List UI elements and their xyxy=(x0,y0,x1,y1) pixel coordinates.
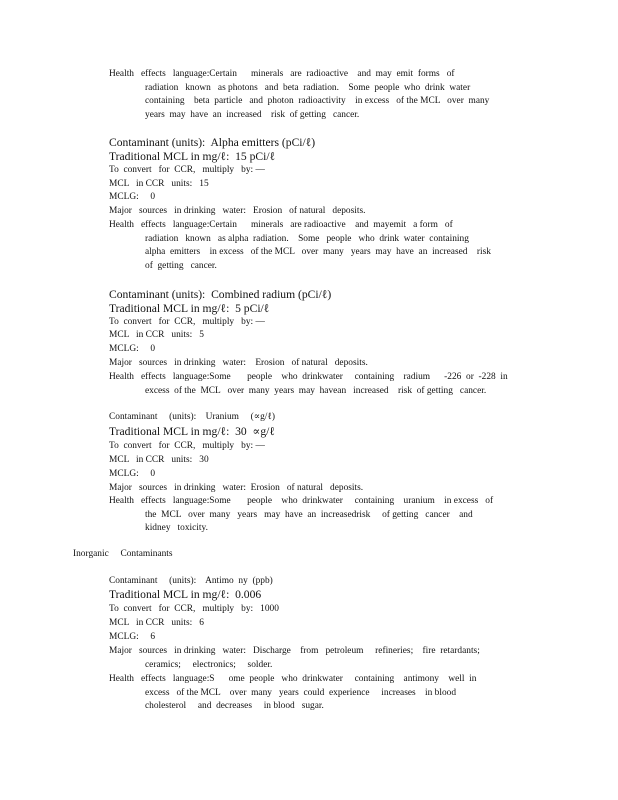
convert-factor-uranium: To convert for CCR, multiply by: — xyxy=(109,441,265,451)
health-line: radiation known as alpha radiation. Some people who drink water containing xyxy=(145,233,469,244)
health-effects-antimony xyxy=(109,673,476,714)
contaminant-title-uranium: Contaminant (units): Uranium (∝g/ℓ) xyxy=(109,412,276,422)
health-line: excess of the MCL over many years could experience increases in blood xyxy=(145,687,457,698)
traditional-mcl-alpha: Traditional MCL in mg/ℓ: 15 pCi/ℓ xyxy=(109,150,276,163)
mcl-ccr-uranium: MCL in CCR units: 30 xyxy=(109,455,209,465)
section-heading-inorganic: Inorganic Contaminants xyxy=(73,549,173,559)
mcl-ccr-alpha: MCL in CCR units: 15 xyxy=(109,179,209,189)
mclg-radium: MCLG: 0 xyxy=(109,344,156,354)
traditional-mcl-uranium: Traditional MCL in mg/ℓ: 30 ∝g/ℓ xyxy=(109,425,275,438)
health-line: Health effects language:Certain minerals are radioactive and mayemit a form of xyxy=(109,220,453,230)
health-line: alpha emitters in excess of the MCL over many years may have an increased risk xyxy=(145,247,491,258)
contaminant-title-radium: Contaminant (units): Combined radium (pCi/ℓ) xyxy=(109,288,332,301)
major-sources-uranium: Major sources in drinking water: Erosion of natural deposits. xyxy=(109,483,364,493)
health-line: containing beta particle and photon radioactivity in excess of the MCL over many xyxy=(145,96,490,107)
health-line: Health effects language:Some people who drinkwater containing radium -226 or -228 in xyxy=(109,372,508,382)
traditional-mcl-antimony: Traditional MCL in mg/ℓ: 0.006 xyxy=(109,588,262,601)
health-line: Health effects language:Some people who drinkwater containing uranium in excess of xyxy=(109,496,494,506)
mclg-alpha: MCLG: 0 xyxy=(109,192,156,202)
convert-factor-radium: To convert for CCR, multiply by: — xyxy=(109,317,265,327)
health-line: Health effects language:S ome people who drinkwater containing antimony well in xyxy=(109,674,477,684)
health-line: the MCL over many years may have an increasedrisk of getting cancer and xyxy=(145,509,473,520)
health-line: cholesterol and decreases in blood sugar. xyxy=(145,701,324,712)
health-effects-paragraph-radioactive xyxy=(109,68,489,122)
health-effects-uranium xyxy=(109,495,493,536)
major-sources-alpha: Major sources in drinking water: Erosion of natural deposits. xyxy=(109,206,366,216)
mclg-antimony: MCLG: 6 xyxy=(109,632,156,642)
health-line: radiation known as photons and beta radiation. Some people who drink water xyxy=(145,82,471,93)
health-line: Health effects language:Certain minerals are radioactive and may emit forms of xyxy=(109,69,455,79)
convert-factor-antimony: To convert for CCR, multiply by: 1000 xyxy=(109,604,279,614)
health-line: years may have an increased risk of getting cancer. xyxy=(145,109,360,120)
convert-factor-alpha: To convert for CCR, multiply by: — xyxy=(109,165,265,175)
major-sources-antimony xyxy=(109,645,480,672)
traditional-mcl-radium: Traditional MCL in mg/ℓ: 5 pCi/ℓ xyxy=(109,302,270,315)
contaminant-title-antimony: Contaminant (units): Antimo ny (ppb) xyxy=(109,576,273,586)
mcl-ccr-antimony: MCL in CCR units: 6 xyxy=(109,618,204,628)
major-sources-radium: Major sources in drinking water: Erosion of natural deposits. xyxy=(109,358,368,368)
health-line: kidney toxicity. xyxy=(145,523,208,534)
health-line: of getting cancer. xyxy=(145,260,217,271)
contaminant-title-alpha: Contaminant (units): Alpha emitters (pCi/ℓ) xyxy=(109,136,316,149)
sources-line: ceramics; electronics; solder. xyxy=(145,659,273,670)
mclg-uranium: MCLG: 0 xyxy=(109,469,156,479)
health-effects-radium xyxy=(109,371,508,398)
health-line: excess of the MCL over many years may havean increased risk of getting cancer. xyxy=(145,385,487,396)
mcl-ccr-radium: MCL in CCR units: 5 xyxy=(109,330,204,340)
health-effects-alpha xyxy=(109,219,491,273)
sources-line: Major sources in drinking water: Discharge from petroleum refineries; fire retardants; xyxy=(109,646,480,656)
